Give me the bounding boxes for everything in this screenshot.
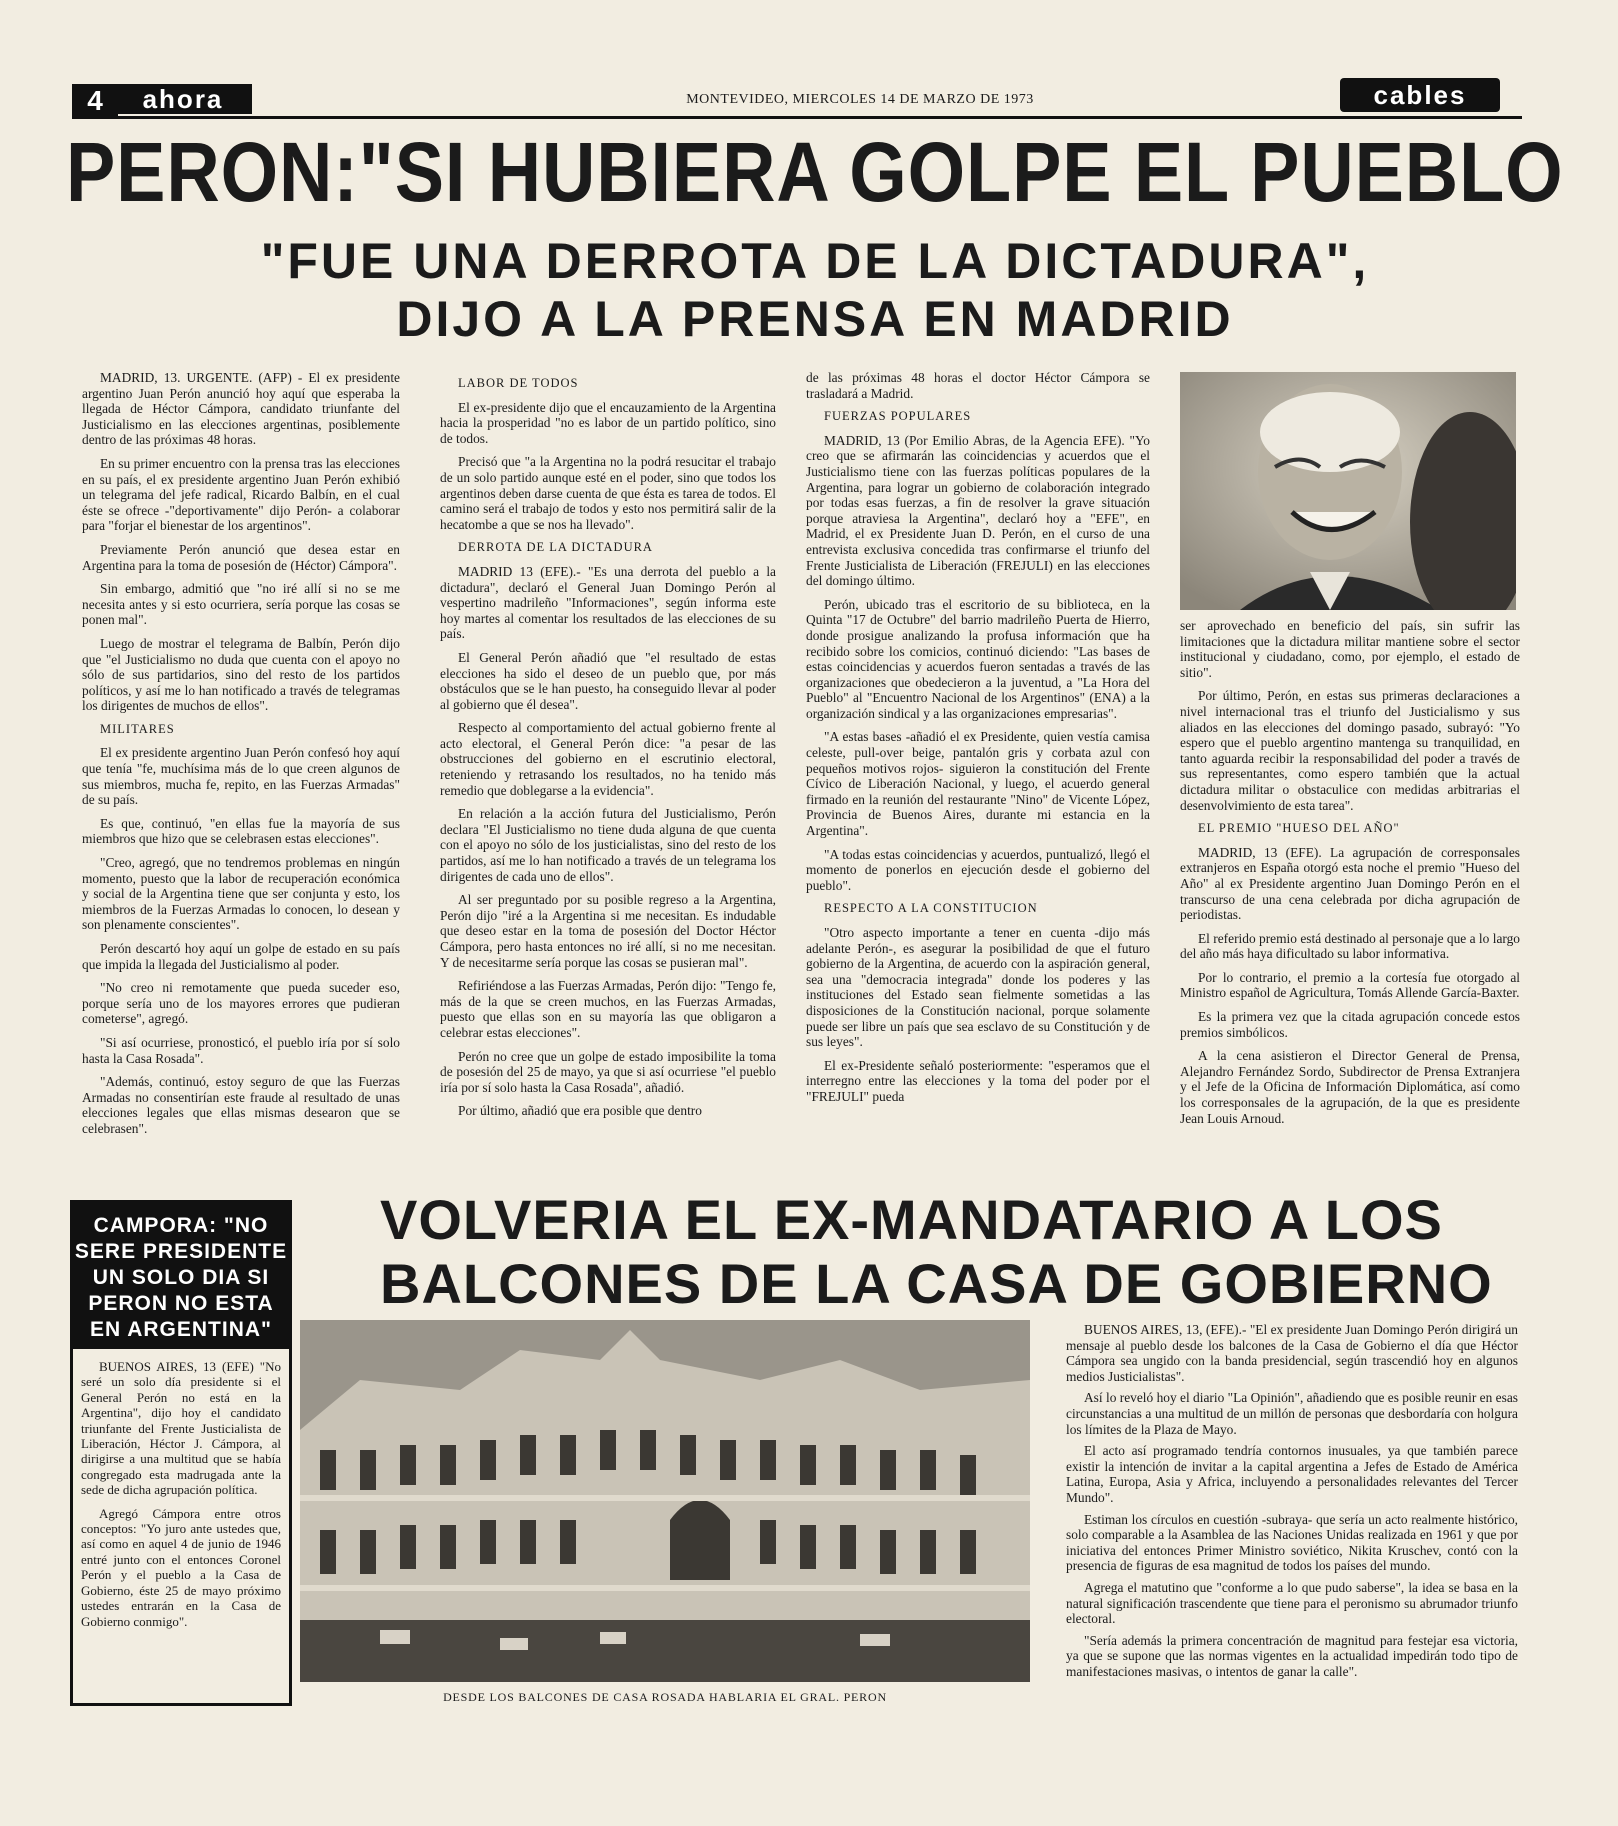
article-column-3 [806, 370, 1150, 1190]
article-column-5 [1066, 1322, 1518, 1732]
paragraph: Por último, Perón, en estas sus primeras declaraciones a nivel internacional tras el triunfo del Justicialismo y sus aliados en las elecciones del domingo pasado, subrayó: "Yo espero que el pueblo argentino mantenga su tranquilidad, en tanto aguarda recibir la responsabilidad del poder a través de sus representantes, como espero también que la actual dictadura militar o obstaculice con medidas arbitrarias el desenvolvimiento de esta tarea". [1180, 688, 1520, 813]
paragraph: "No creo ni remotamente que pueda suceder eso, porque sería uno de los mayores errores que pudieran cometerse", agregó. [82, 980, 400, 1027]
paragraph: Agrega el matutino que "conforme a lo que pudo saberse", la idea se basa en la natural significación trascendente que tiene para el peronismo su abrumador triunfo electoral. [1066, 1579, 1518, 1627]
casa-rosada-photo [300, 1320, 1030, 1682]
paragraph: BUENOS AIRES, 13, (EFE).- "El ex presidente Juan Domingo Perón dirigirá un mensaje al pueblo desde los balcones de la Casa de Gobierno el día que Héctor Cámpora sea ungido con la banda presidencial, según trascendió hoy en algunos medios Justicialistas". [1066, 1322, 1518, 1384]
paragraph: El ex-Presidente señaló posteriormente: "esperamos que el interregno entre las elecciones y la toma del poder por el "FREJULI" pueda [806, 1057, 1150, 1104]
page-number: 4 [72, 84, 118, 118]
paragraph: Perón descartó hoy aquí un golpe de estado en su país que impida la llegada del Justicialismo al poder. [82, 941, 400, 972]
sidebar-box [70, 1200, 292, 1706]
paragraph: Así lo reveló hoy el diario "La Opinión", añadiendo que es posible reunir en esas circunstancias a una multitud de un millón de personas que desbordaría con holgura los límites de la Plaza de Mayo. [1066, 1390, 1518, 1437]
main-headline: PERON:"SI HUBIERA GOLPE EL PUEBLO [66, 125, 1564, 219]
paragraph: El referido premio está destinado al personaje que a lo largo del año más haya dificultado su labor informativa. [1180, 930, 1520, 962]
sub-headline-line1: "FUE UNA DERROTA DE LA DICTADURA", [260, 233, 1370, 289]
sidebar-title: CAMPORA: "NO SERE PRESIDENTE UN SOLO DIA SI PERON NO ESTA EN ARGENTINA" [73, 1203, 289, 1349]
paragraph: "A todas estas coincidencias y acuerdos, puntualizó, llegó el momento de ponerlos en ejecución desde el gobierno del pueblo". [806, 846, 1150, 893]
section-tag-ahora: ahora [114, 84, 252, 114]
subhead-derrota-de-la-dictadura: DERROTA DE LA DICTADURA [458, 540, 653, 555]
section-tag-cables: cables [1340, 78, 1500, 112]
paragraph: El ex-presidente dijo que el encauzamiento de la Argentina hacia la prosperidad "no es labor de un partido político, sino de todos. [440, 399, 776, 446]
paragraph: En su primer encuentro con la prensa tras las elecciones en su país, el ex presidente argentino Juan Perón exhibió un telegrama del jefe radical, Ricardo Balbín, en el cual éste se ofrece -"deportivamente" dijo Perón- a colaborar para "forjar el bienestar de los argentinos". [82, 455, 400, 534]
paragraph: "Además, continuó, estoy seguro de que las Fuerzas Armadas no consentirían este fraude al resultado de unas elecciones legales que ellas mismas desearon que se celebrasen". [82, 1074, 400, 1136]
paragraph: Es que, continuó, "en ellas fue la mayoría de sus miembros que hizo que se celebrasen estas elecciones". [82, 815, 400, 847]
subhead-militares: MILITARES [100, 721, 175, 736]
paragraph: "Otro aspecto importante a tener en cuenta -dijo más adelante Perón-, es asegurar la posibilidad de que el futuro gobierno de la Argentina, de acuerdo con la aspiración general, sea una "democracia integrada" donde los poderes y las instituciones del Estado sean fielmente sometidas a las disposiciones de la Constitución nacional, porque solamente puede ser libre un país que sea esclavo de su Constitución y de sus leyes". [806, 925, 1150, 1050]
paragraph: En relación a la acción futura del Justicialismo, Perón declara "El Justicialismo no tiene duda alguna de que cuenta con el apoyo no sólo de los justicialistas, sino del resto de los partidos, así me lo han notificado a través de un telegrama los dirigentes de cada uno de ellos". [440, 806, 776, 884]
subhead-labor-de-todos: LABOR DE TODOS [458, 376, 579, 390]
article-column-2 [440, 370, 776, 1170]
lower-headline [380, 1188, 1520, 1316]
subhead-respecto-a-la-constitucion: RESPECTO A LA CONSTITUCION [824, 901, 1038, 916]
paragraph: "Si así ocurriese, pronosticó, el pueblo iría por sí solo hasta la Casa Rosada". [82, 1034, 400, 1066]
sub-headline [120, 232, 1510, 348]
paragraph: ser aprovechado en beneficio del país, sin sufrir las limitaciones que la dictadura militar mantiene sobre el sector institucional y ciudadano, como, por ejemplo, el estado de sitio". [1180, 618, 1520, 680]
article-column-4 [1180, 618, 1520, 1178]
paragraph: Luego de mostrar el telegrama de Balbín, Perón dijo que "el Justicialismo no duda que cuenta con el apoyo no sólo de sus partidarios, sino del resto de los partidos políticos, y así me lo han notificado a través de telegramas los dirigentes de muchos de ellos". [82, 635, 400, 714]
paragraph: Por lo contrario, el premio a la cortesía fue otorgado al Ministro español de Agricultura, Tomás Allende García-Baxter. [1180, 969, 1520, 1001]
dateline: MONTEVIDEO, MIERCOLES 14 DE MARZO DE 1973 [686, 92, 1034, 107]
paragraph: Al ser preguntado por su posible regreso a la Argentina, Perón dijo "iré a la Argentina si me necesitan. Es indudable que deseo estar en la toma de posesión del Doctor Héctor Cámpora, pero hasta entonces no iré allí, si no me necesitan. Y de necesitarme sería porque las cosas se pusieran mal". [440, 892, 776, 970]
peron-photo [1180, 372, 1516, 610]
paragraph: "Sería además la primera concentración de magnitud para festejar esa victoria, ya que se supone que las normas vigentes en la actualidad impedirán todo tipo de manifestaciones masivas, o intentos de ganar la calle". [1066, 1632, 1518, 1679]
paragraph: "Creo, agregó, que no tendremos problemas en ningún momento, puesto que la labor de recuperación económica y social de la Argentina tiene que ser conjunta y esto, los miembros de la Fuerzas Armadas lo conocen, lo desean y son plenamente conscientes". [82, 855, 400, 933]
article-column-1 [82, 370, 400, 1190]
paragraph: Precisó que "a la Argentina no la podrá resucitar el trabajo de un solo partido aunque esté en el poder, sino que todos los argentinos deben darse cuenta de que ésta es tarea de todos. El camino será el trabajo de todos y esto nos permitirá salir de la hecatombe a que se nos ha llevado". [440, 454, 776, 532]
paragraph: Es la primera vez que la citada agrupación concede estos premios simbólicos. [1180, 1009, 1520, 1040]
paragraph: El ex presidente argentino Juan Perón confesó hoy aquí que tenía "fe, muchísima más de lo que creen algunos de sus miembros, mucha fe, repito, en las Fuerzas Armadas" de su país. [82, 745, 400, 808]
paragraph: El acto así programado tendría contornos inusuales, ya que también parece existir la intención de invitar a la capital argentina a Jefes de Estado de América Latina, Europa, Asia y Africa, incluyendo a personalidades relevantes del Tercer Mundo". [1066, 1443, 1518, 1505]
paragraph: Sin embargo, admitió que "no iré allí si no se me necesita antes y si esto ocurriera, sería porque las cosas se ponen mal". [82, 581, 400, 628]
paragraph: Previamente Perón anunció que desea estar en Argentina para la toma de posesión de (Héctor) Cámpora". [82, 541, 400, 573]
sidebar-body [81, 1359, 281, 1695]
photo-caption: DESDE LOS BALCONES DE CASA ROSADA HABLARIA EL GRAL. PERON [443, 1690, 887, 1704]
paragraph: El General Perón añadió que "el resultado de estas elecciones ha sido el deseo de un pueblo que, por más obstáculos que se le han puesto, ha conseguido llevar al poder al gobierno que él desea". [440, 649, 776, 712]
paragraph: Por último, añadió que era posible que dentro [458, 1103, 702, 1119]
paragraph: Perón, ubicado tras el escritorio de su biblioteca, en la Quinta "17 de Octubre" del barrio madrileño Puerta de Hierro, donde prosigue analizando la profusa información que ha recibido sobre los comicios, continuó diciendo: "Las bases de estas coincidencias y acuerdos fueron sentadas a través de las organizaciones que obedecieron a la juventud, a "La Hora del Pueblo" al "Encuentro Nacional de los Argentinos" (ENA) a la organización sindical y a las organizaciones empresarias". [806, 596, 1150, 721]
subhead-premio-hueso-del-ano: EL PREMIO "HUESO DEL AÑO" [1198, 821, 1400, 836]
header-rule [72, 116, 1522, 119]
paragraph: "A estas bases -añadió el ex Presidente, quien vestía camisa celeste, pull-over beige, pantalón gris y corbata azul con pequeños motivos rojos- siguieron la constitución del Frente Cívico de Liberación Nacional, y luego, el acuerdo general firmado en la reunión del restaurante "Nino" de Vicente López, Provincia de Buenos Aires, durante mi estancia en la Argentina". [806, 729, 1150, 839]
paragraph: A la cena asistieron el Director General de Prensa, Alejandro Fernández Sordo, Subdirector de Prensa Extranjera y el Jefe de la Oficina de Información Diplomática, así como los corresponsales de la agrupación, de la que es presidente Jean Louis Arnoud. [1180, 1048, 1520, 1126]
paragraph: MADRID, 13 (Por Emilio Abras, de la Agencia EFE). "Yo creo que se afirmarán las coincidencias y acuerdos que el Justicialismo tiene con las fuerzas políticas populares de la Argentina, para lograr un gobierno de colaboración integrado por todas esas fuerzas, a fin de resolver la grave situación porque atraviesa la Argentina", declaró hoy a "EFE", en Madrid, el ex Presidente Juan D. Perón, en el curso de una entrevista exclusiva concedida tras confirmarse el triunfo del Frente Justicialista de Liberación (FREJULI) en las elecciones del domingo último. [806, 432, 1150, 589]
lower-headline-line1: VOLVERIA EL EX-MANDATARIO A LOS [380, 1188, 1443, 1251]
paragraph: Agregó Cámpora entre otros conceptos: "Yo juro ante ustedes que, así como en aquel 4 de junio de 1946 entré junto con el entonces Coronel Perón y el pueblo a la Casa de Gobierno, éste 25 de mayo próximo ustedes entrarán en la Casa de Gobierno conmigo". [81, 1505, 281, 1629]
paragraph: Perón no cree que un golpe de estado imposibilite la toma de posesión del 25 de mayo, ya que si así ocurriese "el pueblo iría por sí solo hasta la Casa Rosada", añadió. [440, 1048, 776, 1095]
paragraph: Refiriéndose a las Fuerzas Armadas, Perón dijo: "Tengo fe, más de la que se creen muchos, en las Fuerzas Armadas, puesto que ellas son en su mayoría las que obligaron a celebrar estas elecciones". [440, 978, 776, 1040]
sub-headline-line2: DIJO A LA PRENSA EN MADRID [396, 291, 1234, 347]
paragraph: MADRID, 13. URGENTE. (AFP) - El ex presidente argentino Juan Perón anunció hoy aquí que esperaba la llegada de Héctor Cámpora, candidato triunfante del Justicialismo en las elecciones argentinas, posiblemente dentro de las próximas 48 horas. [82, 370, 400, 448]
paragraph: BUENOS AIRES, 13 (EFE) "No seré un solo día presidente si el General Perón no está en la Argentina", dijo hoy el candidato triunfante del Frente Justicialista de Liberación, Héctor J. Cámpora, al dirigirse a una multitud que se había congregado esta madrugada ante la sede de dicha agrupación política. [81, 1359, 281, 1498]
subhead-fuerzas-populares: FUERZAS POPULARES [824, 409, 972, 424]
paragraph: MADRID 13 (EFE).- "Es una derrota del pueblo a la dictadura", declaró el General Juan Domingo Perón al vespertino madrileño "Informaciones", según informa este hoy martes al comentar los resultados de las elecciones de su país. [440, 563, 776, 642]
lower-headline-line2: BALCONES DE LA CASA DE GOBIERNO [380, 1252, 1493, 1315]
paragraph: Estiman los círculos en cuestión -subraya- que sería un acto realmente histórico, solo comparable a la Asamblea de las Naciones Unidas realizada en 1961 y que por iniciativa del entonces Primer Ministro soviético, Nikita Kruschev, contó con la presencia de figuras de esa magnitud de todos los países del mundo. [1066, 1511, 1518, 1574]
paragraph: MADRID, 13 (EFE). La agrupación de corresponsales extranjeros en España otorgó esta noche el premio "Hueso del Año" al ex Presidente argentino Juan Domingo Perón en el transcurso de una cena celebrada por dicha agrupación de periodistas. [1180, 844, 1520, 923]
paragraph: Respecto al comportamiento del actual gobierno frente al acto electoral, el General Perón dice: "a pesar de las obstrucciones del gobierno en el escrutinio electoral, reteniendo y retrasando los resultados, no ha tenido más remedio que doblegarse a la evidencia". [440, 720, 776, 798]
paragraph: de las próximas 48 horas el doctor Héctor Cámpora se trasladará a Madrid. [806, 370, 1150, 401]
